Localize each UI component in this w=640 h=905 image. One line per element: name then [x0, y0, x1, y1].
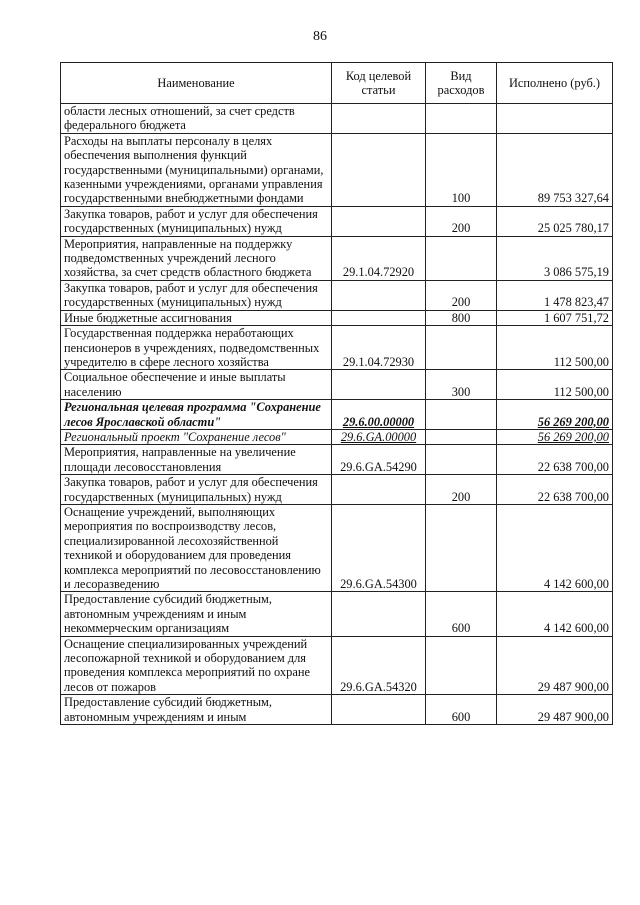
cell-name: Региональная целевая программа "Сохранение лесов Ярославской области": [61, 400, 332, 430]
cell-type: [426, 445, 497, 475]
cell-name: Закупка товаров, работ и услуг для обеспечения государственных (муниципальных) нужд: [61, 280, 332, 310]
cell-amount: 29 487 900,00: [497, 695, 613, 725]
cell-name: Предоставление субсидий бюджетным, автономным учреждениям и иным некоммерческим организациям: [61, 592, 332, 636]
table-row: [61, 445, 613, 475]
cell-code: 29.6.GA.00000: [332, 429, 426, 444]
cell-name: Региональный проект "Сохранение лесов": [61, 429, 332, 444]
table-row: [61, 326, 613, 370]
cell-type: [426, 504, 497, 591]
cell-code: [332, 133, 426, 206]
cell-code: 29.6.00.00000: [332, 400, 426, 430]
cell-amount: 1 478 823,47: [497, 280, 613, 310]
table-row: [61, 429, 613, 444]
cell-name: Предоставление субсидий бюджетным, автономным учреждениям и иным: [61, 695, 332, 725]
cell-name: Социальное обеспечение и иные выплаты населению: [61, 370, 332, 400]
cell-name: Оснащение специализированных учреждений лесопожарной техникой и оборудованием для проведения комплекса мероприятий по охране лесов от пожаров: [61, 636, 332, 695]
cell-type: 800: [426, 310, 497, 325]
cell-type: 600: [426, 592, 497, 636]
table-row: [61, 236, 613, 280]
header-type: Вид расходов: [426, 63, 497, 104]
cell-amount: 22 638 700,00: [497, 445, 613, 475]
cell-code: [332, 206, 426, 236]
cell-type: 300: [426, 370, 497, 400]
table-header-row: [61, 63, 613, 104]
cell-name: Расходы на выплаты персоналу в целях обеспечения выполнения функций государственными (муниципальными) органами, казенными учреждениями, органами управления государственными внебюджетными фондами: [61, 133, 332, 206]
cell-code: [332, 475, 426, 505]
table-row: [61, 310, 613, 325]
cell-name: области лесных отношений, за счет средств федерального бюджета: [61, 104, 332, 134]
cell-code: 29.1.04.72920: [332, 236, 426, 280]
cell-code: 29.1.04.72930: [332, 326, 426, 370]
cell-amount: 22 638 700,00: [497, 475, 613, 505]
table-row: [61, 370, 613, 400]
cell-type: [426, 400, 497, 430]
table-row: [61, 206, 613, 236]
cell-name: Закупка товаров, работ и услуг для обеспечения государственных (муниципальных) нужд: [61, 475, 332, 505]
cell-amount: 56 269 200,00: [497, 400, 613, 430]
cell-type: [426, 636, 497, 695]
cell-amount: 89 753 327,64: [497, 133, 613, 206]
cell-name: Мероприятия, направленные на увеличение площади лесовосстановления: [61, 445, 332, 475]
cell-code: 29.6.GA.54290: [332, 445, 426, 475]
table-row: [61, 475, 613, 505]
table-row: [61, 695, 613, 725]
cell-code: 29.6.GA.54320: [332, 636, 426, 695]
table-row: [61, 133, 613, 206]
header-code: Код целевой статьи: [332, 63, 426, 104]
cell-amount: 1 607 751,72: [497, 310, 613, 325]
header-name: Наименование: [61, 63, 332, 104]
header-amount: Исполнено (руб.): [497, 63, 613, 104]
cell-type: 600: [426, 695, 497, 725]
cell-name: Иные бюджетные ассигнования: [61, 310, 332, 325]
cell-amount: 29 487 900,00: [497, 636, 613, 695]
cell-code: [332, 280, 426, 310]
cell-code: [332, 370, 426, 400]
cell-type: [426, 429, 497, 444]
cell-amount: 3 086 575,19: [497, 236, 613, 280]
cell-amount: 112 500,00: [497, 326, 613, 370]
cell-type: 200: [426, 475, 497, 505]
cell-amount: 4 142 600,00: [497, 504, 613, 591]
cell-code: [332, 592, 426, 636]
cell-code: [332, 310, 426, 325]
cell-code: 29.6.GA.54300: [332, 504, 426, 591]
cell-amount: 25 025 780,17: [497, 206, 613, 236]
cell-type: 200: [426, 206, 497, 236]
cell-name: Государственная поддержка неработающих пенсионеров в учреждениях, подведомственных учредителю в сфере лесного хозяйства: [61, 326, 332, 370]
cell-type: [426, 104, 497, 134]
cell-name: Оснащение учреждений, выполняющих мероприятия по воспроизводству лесов, специализированной лесохозяйственной техникой и оборудованием для проведения комплекса мероприятий по лесовосстановлению и лесоразведению: [61, 504, 332, 591]
cell-type: [426, 326, 497, 370]
cell-type: 100: [426, 133, 497, 206]
cell-code: [332, 104, 426, 134]
table-row: [61, 592, 613, 636]
cell-type: 200: [426, 280, 497, 310]
table-row: [61, 280, 613, 310]
cell-amount: 56 269 200,00: [497, 429, 613, 444]
cell-name: Закупка товаров, работ и услуг для обеспечения государственных (муниципальных) нужд: [61, 206, 332, 236]
cell-amount: [497, 104, 613, 134]
table-row: [61, 504, 613, 591]
table-row: [61, 400, 613, 430]
table-row: [61, 636, 613, 695]
cell-name: Мероприятия, направленные на поддержку подведомственных учреждений лесного хозяйства, за счет средств областного бюджета: [61, 236, 332, 280]
page-number: 86: [313, 29, 327, 44]
cell-amount: 112 500,00: [497, 370, 613, 400]
cell-type: [426, 236, 497, 280]
cell-amount: 4 142 600,00: [497, 592, 613, 636]
cell-code: [332, 695, 426, 725]
budget-table: [60, 62, 613, 725]
table-row: [61, 104, 613, 134]
